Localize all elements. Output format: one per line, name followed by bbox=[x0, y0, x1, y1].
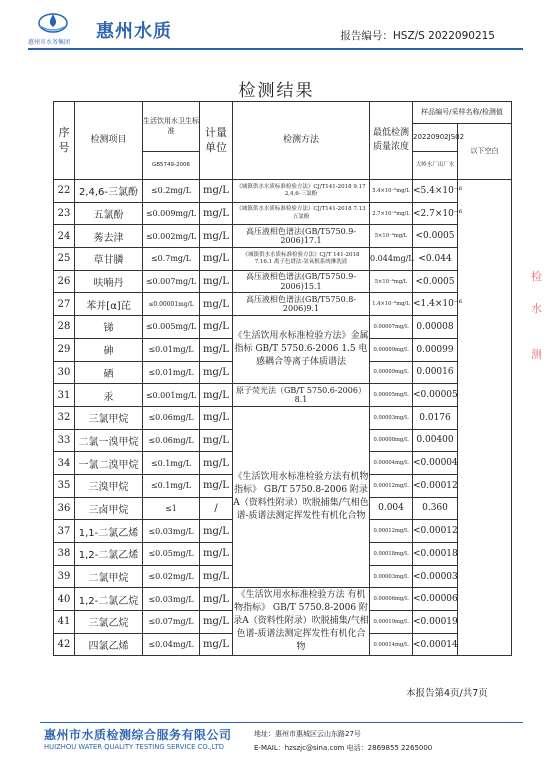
result-value: <0.00012 bbox=[413, 474, 458, 497]
detection-limit: 5.4×10⁻⁶mg/L bbox=[370, 180, 413, 203]
result-value: <5.4×10⁻⁶ bbox=[413, 180, 458, 203]
page-indicator: 本报告第4页/共7页 bbox=[406, 688, 488, 699]
header-divider bbox=[28, 48, 523, 50]
unit: mg/L bbox=[200, 633, 233, 656]
row-no: 37 bbox=[54, 520, 75, 543]
standard-limit: ≤0.7mg/L bbox=[143, 248, 200, 271]
unit: mg/L bbox=[200, 611, 233, 634]
item-name: 呋喃丹 bbox=[75, 270, 143, 293]
detection-limit: 5×10⁻⁴mg/L bbox=[370, 270, 413, 293]
standard-limit: ≤0.03mg/L bbox=[143, 588, 200, 611]
standard-limit: ≤0.1mg/L bbox=[143, 452, 200, 475]
col-header-std: 生活饮用水卫生标准 bbox=[143, 102, 200, 152]
unit: mg/L bbox=[200, 452, 233, 475]
result-value: <0.044 bbox=[413, 248, 458, 271]
test-method: 高压液相色谱法(GB/T5750.9-2006)15.1 bbox=[233, 270, 370, 293]
detection-limit: 0.004 bbox=[370, 497, 413, 520]
detection-limit: 0.00006mg/L bbox=[370, 588, 413, 611]
test-method: 原子荧光法（GB/T 5750.6-2006）8.1 bbox=[233, 384, 370, 407]
result-value: <0.00005 bbox=[413, 384, 458, 407]
detection-limit: 0.044mg/L bbox=[370, 248, 413, 271]
result-value: <0.0005 bbox=[413, 225, 458, 248]
footer-company-english: HUIZHOU WATER QUALITY TESTING SERVICE CO.,LTD bbox=[44, 743, 224, 751]
detection-limit: 0.00019mg/L bbox=[370, 611, 413, 634]
table-row bbox=[54, 588, 512, 611]
row-no: 39 bbox=[54, 565, 75, 588]
row-no: 42 bbox=[54, 633, 75, 656]
table-row bbox=[54, 293, 512, 316]
row-no: 30 bbox=[54, 361, 75, 384]
unit: mg/L bbox=[200, 474, 233, 497]
test-method: 高压液相色谱法(GB/T5750.9-2006)17.1 bbox=[233, 225, 370, 248]
test-method: 《生活饮用水标准检验方法 有机物指标》 GB/T 5750.8-2006 附录A（资料性附录）吹脱捕集/气相色谱-质谱法测定挥发性有机化合物 bbox=[233, 588, 370, 656]
sample-name: 大岭水厂出厂水 bbox=[413, 152, 458, 180]
detection-limit: 0.00003mg/L bbox=[370, 565, 413, 588]
results-table bbox=[53, 101, 512, 656]
result-value: 0.00016 bbox=[413, 361, 458, 384]
test-method: 《城镇供水水质标准检验方法》CJ/T 141-2018 7.16.1 离子色谱法-氢氧根系统淋洗液 bbox=[233, 248, 370, 271]
page-footer bbox=[0, 712, 553, 759]
detection-limit: 1.4×10⁻⁶mg/L bbox=[370, 293, 413, 316]
company-logo bbox=[28, 12, 218, 52]
unit: mg/L bbox=[200, 316, 233, 339]
col-header-std-code: GB5749-2006 bbox=[143, 152, 200, 180]
unit: mg/L bbox=[200, 520, 233, 543]
table-row bbox=[54, 225, 512, 248]
footer-company-name: 惠州市水质检测综合服务有限公司 bbox=[44, 728, 232, 742]
standard-limit: ≤0.04mg/L bbox=[143, 633, 200, 656]
result-value: 0.0176 bbox=[413, 406, 458, 429]
table-row bbox=[54, 384, 512, 407]
footer-contact: E-MAIL：hzszjc@sina.com 电话：2869855 2265000 bbox=[254, 744, 433, 752]
test-method: 高压液相色谱法(GB/T5750.8-2006)9.1 bbox=[233, 293, 370, 316]
row-no: 22 bbox=[54, 180, 75, 203]
col-header-no: 序号 bbox=[54, 102, 75, 180]
row-no: 34 bbox=[54, 452, 75, 475]
row-no: 24 bbox=[54, 225, 75, 248]
standard-limit: ≤0.1mg/L bbox=[143, 474, 200, 497]
below-blank-note: 以下空白 bbox=[458, 124, 512, 180]
item-name: 1,1-二氯乙烯 bbox=[75, 520, 143, 543]
detection-limit: 0.00009mg/L bbox=[370, 361, 413, 384]
item-name: 莠去津 bbox=[75, 225, 143, 248]
detection-limit: 0.00007mg/L bbox=[370, 316, 413, 339]
test-method: 《城镇供水水质标准检验方法》CJ/T141-2018 7.13 五氯酚 bbox=[233, 202, 370, 225]
unit: mg/L bbox=[200, 384, 233, 407]
unit: mg/L bbox=[200, 588, 233, 611]
standard-limit: ≤0.02mg/L bbox=[143, 565, 200, 588]
standard-limit: ≤0.002mg/L bbox=[143, 225, 200, 248]
item-name: 1,2-二氯乙烷 bbox=[75, 588, 143, 611]
result-value: <0.00012 bbox=[413, 520, 458, 543]
item-name: 一氯二溴甲烷 bbox=[75, 452, 143, 475]
col-header-sample-group: 样品编号/采样名称/检测值 bbox=[413, 102, 512, 124]
row-no: 31 bbox=[54, 384, 75, 407]
item-name: 硒 bbox=[75, 361, 143, 384]
result-value: 0.00008 bbox=[413, 316, 458, 339]
col-header-unit: 计量单位 bbox=[200, 102, 233, 180]
detection-limit: 0.00014mg/L bbox=[370, 633, 413, 656]
unit: mg/L bbox=[200, 338, 233, 361]
standard-limit: ≤0.07mg/L bbox=[143, 611, 200, 634]
unit: mg/L bbox=[200, 543, 233, 566]
water-drop-logo-icon bbox=[38, 12, 68, 34]
table-row bbox=[54, 406, 512, 429]
unit: mg/L bbox=[200, 293, 233, 316]
col-header-limit: 最低检测质量浓度 bbox=[370, 102, 413, 180]
page-title: 检测结果 bbox=[238, 81, 315, 101]
row-no: 35 bbox=[54, 474, 75, 497]
unit: mg/L bbox=[200, 202, 233, 225]
item-name: 三氯甲烷 bbox=[75, 406, 143, 429]
table-row bbox=[54, 248, 512, 271]
row-no: 41 bbox=[54, 611, 75, 634]
test-method: 《生活饮用水标准检验方法有机物指标》 GB/T 5750.8-2006 附录A（资料性附录）吹脱捕集/气相色谱-质谱法测定挥发性有机化合物 bbox=[233, 406, 370, 588]
item-name: 1,2-二氯乙烯 bbox=[75, 543, 143, 566]
detection-limit: 0.00005mg/L bbox=[370, 384, 413, 407]
logo-title: 惠州水质 bbox=[96, 21, 172, 42]
row-no: 32 bbox=[54, 406, 75, 429]
standard-limit: ≤0.005mg/L bbox=[143, 316, 200, 339]
standard-limit: ≤0.2mg/L bbox=[143, 180, 200, 203]
detection-limit: 0.00018mg/L bbox=[370, 543, 413, 566]
unit: mg/L bbox=[200, 248, 233, 271]
row-no: 27 bbox=[54, 293, 75, 316]
item-name: 2,4,6-三氯酚 bbox=[75, 180, 143, 203]
detection-limit: 2.7×10⁻⁶mg/L bbox=[370, 202, 413, 225]
seal-stamp-fragment: 检 bbox=[531, 270, 542, 283]
standard-limit: ≤0.001mg/L bbox=[143, 384, 200, 407]
result-value: <0.00003 bbox=[413, 565, 458, 588]
footer-divider bbox=[40, 722, 523, 723]
seal-stamp-fragment: 测 bbox=[531, 348, 542, 361]
row-no: 40 bbox=[54, 588, 75, 611]
detection-limit: 0.00003mg/L bbox=[370, 406, 413, 429]
test-method: 《生活饮用水标准检验方法》金属指标 GB/T 5750.6-2006 1.5 电感耦合等离子体质谱法 bbox=[233, 316, 370, 384]
item-name: 草甘膦 bbox=[75, 248, 143, 271]
row-no: 25 bbox=[54, 248, 75, 271]
item-name: 二氯甲烷 bbox=[75, 565, 143, 588]
standard-limit: ≤0.01mg/L bbox=[143, 361, 200, 384]
result-value: 0.00099 bbox=[413, 338, 458, 361]
unit: mg/L bbox=[200, 361, 233, 384]
result-value: <0.00019 bbox=[413, 611, 458, 634]
result-value: 0.00400 bbox=[413, 429, 458, 452]
unit: mg/L bbox=[200, 180, 233, 203]
result-value: <2.7×10⁻⁶ bbox=[413, 202, 458, 225]
item-name: 二氯一溴甲烷 bbox=[75, 429, 143, 452]
standard-limit: ≤0.009mg/L bbox=[143, 202, 200, 225]
result-value: <0.00018 bbox=[413, 543, 458, 566]
detection-limit: 0.00012mg/L bbox=[370, 520, 413, 543]
seal-stamp-fragment: 水 bbox=[531, 302, 542, 315]
item-name: 汞 bbox=[75, 384, 143, 407]
standard-limit: ≤0.06mg/L bbox=[143, 406, 200, 429]
unit: mg/L bbox=[200, 225, 233, 248]
standard-limit: ≤0.007mg/L bbox=[143, 270, 200, 293]
item-name: 砷 bbox=[75, 338, 143, 361]
standard-limit: ≤0.06mg/L bbox=[143, 429, 200, 452]
row-no: 38 bbox=[54, 543, 75, 566]
item-name: 锑 bbox=[75, 316, 143, 339]
result-value: <0.00006 bbox=[413, 588, 458, 611]
unit: / bbox=[200, 497, 233, 520]
item-name: 五氯酚 bbox=[75, 202, 143, 225]
col-header-method: 检测方法 bbox=[233, 102, 370, 180]
table-row bbox=[54, 316, 512, 339]
detection-limit: 0.00012mg/L bbox=[370, 474, 413, 497]
row-no: 29 bbox=[54, 338, 75, 361]
logo-subtitle: 惠州市水务集团 bbox=[28, 39, 71, 46]
item-name: 三氯乙烷 bbox=[75, 611, 143, 634]
col-header-item: 检测项目 bbox=[75, 102, 143, 180]
standard-limit: ≤1 bbox=[143, 497, 200, 520]
result-value: <1.4×10⁻⁶ bbox=[413, 293, 458, 316]
standard-limit: ≤0.03mg/L bbox=[143, 520, 200, 543]
item-name: 三溴甲烷 bbox=[75, 474, 143, 497]
table-row bbox=[54, 180, 512, 203]
standard-limit: ≤0.05mg/L bbox=[143, 543, 200, 566]
standard-limit: ≤0.00001mg/L bbox=[143, 293, 200, 316]
item-name: 三卤甲烷 bbox=[75, 497, 143, 520]
table-row bbox=[54, 202, 512, 225]
test-method: 《城镇供水水质标准检验方法》CJ/T141-2018 9.17 2,4,6-三氯酚 bbox=[233, 180, 370, 203]
detection-limit: 5×10⁻⁴mg/L bbox=[370, 225, 413, 248]
standard-limit: ≤0.01mg/L bbox=[143, 338, 200, 361]
result-value: <0.0005 bbox=[413, 270, 458, 293]
unit: mg/L bbox=[200, 406, 233, 429]
row-no: 36 bbox=[54, 497, 75, 520]
detection-limit: 0.00008mg/L bbox=[370, 429, 413, 452]
unit: mg/L bbox=[200, 429, 233, 452]
footer-address: 地址：惠州市惠城区云山东路27号 bbox=[254, 730, 361, 738]
result-value: <0.00004 bbox=[413, 452, 458, 475]
sample-id: 20220902JS02 bbox=[413, 124, 458, 152]
result-value: 0.360 bbox=[413, 497, 458, 520]
item-name: 苯并[α]芘 bbox=[75, 293, 143, 316]
unit: mg/L bbox=[200, 270, 233, 293]
report-number: 报告编号：HSZ/S 2022090215 bbox=[340, 30, 495, 42]
table-row bbox=[54, 270, 512, 293]
row-no: 28 bbox=[54, 316, 75, 339]
unit: mg/L bbox=[200, 565, 233, 588]
item-name: 四氯乙烯 bbox=[75, 633, 143, 656]
result-value: <0.00014 bbox=[413, 633, 458, 656]
detection-limit: 0.00009mg/L bbox=[370, 338, 413, 361]
row-no: 26 bbox=[54, 270, 75, 293]
detection-limit: 0.00004mg/L bbox=[370, 452, 413, 475]
row-no: 33 bbox=[54, 429, 75, 452]
row-no: 23 bbox=[54, 202, 75, 225]
blank-column bbox=[458, 180, 512, 656]
